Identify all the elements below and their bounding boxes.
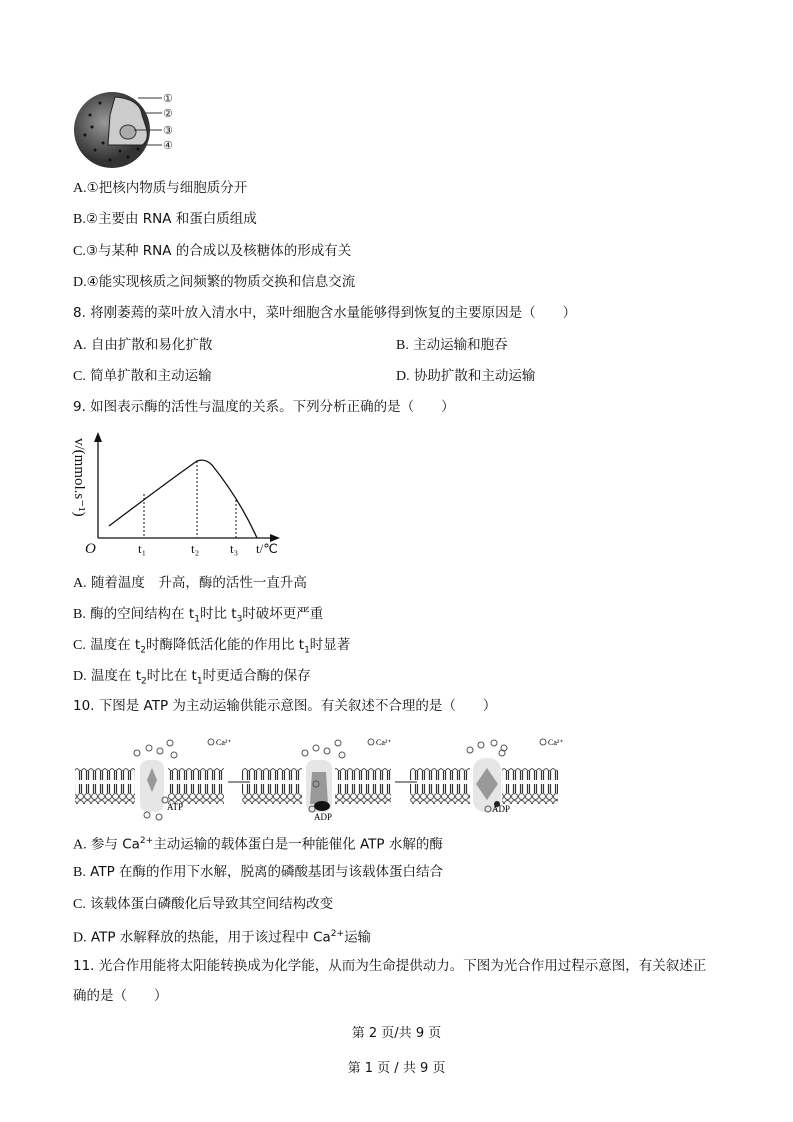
q9-stem: 9. 如图表示酶的活性与温度的关系。下列分析正确的是（ ） xyxy=(73,399,455,415)
origin-label: O xyxy=(85,541,96,557)
adp-label-2: ADP xyxy=(492,804,511,814)
q10-option-a[interactable]: A. 参与 $Ca^{2+}$主动运输的载体蛋白是一种能催化 ATP 水解的酶 xyxy=(73,836,443,853)
q8-stem: 8. 将刚萎蔫的菜叶放入清水中，菜叶细胞含水量能够得到恢复的主要原因是（ ） xyxy=(73,305,577,321)
ion-label-1: Ca²⁺ xyxy=(216,738,232,747)
q9-option-d[interactable]: D. 温度在 $t_2$时比在 $t_1$时更适合酶的保存 xyxy=(73,668,311,687)
q11-stem-line2: 确的是（ ） xyxy=(73,988,168,1004)
cell-label-2: ② xyxy=(163,108,173,120)
cell-label-3: ③ xyxy=(163,125,173,137)
activity-curve xyxy=(109,460,257,538)
panel-2 xyxy=(242,738,392,822)
q9-option-b[interactable]: B. 酶的空间结构在 $t_1$时比 $t_3$时破坏更严重 xyxy=(73,606,324,625)
atp-label: ATP xyxy=(167,802,184,812)
q7-option-b[interactable]: B.②主要由 RNA 和蛋白质组成 xyxy=(73,211,257,227)
adp-label-1: ADP xyxy=(314,812,333,822)
q8-option-d[interactable]: D. 协助扩散和主动运输 xyxy=(396,368,536,384)
q7-option-d[interactable]: D.④能实现核质之间频繁的物质交换和信息交流 xyxy=(73,274,356,290)
atp-transport-figure xyxy=(70,728,570,823)
q7-option-a[interactable]: A.①把核内物质与细胞质分开 xyxy=(73,180,248,196)
tick-t2: t₂ xyxy=(191,541,200,556)
q10-stem: 10. 下图是 ATP 为主动运输供能示意图。有关叙述不合理的是（ ） xyxy=(73,698,497,714)
q10-option-b[interactable]: B. ATP 在酶的作用下水解，脱离的磷酸基团与该载体蛋白结合 xyxy=(73,864,444,880)
q10-option-c[interactable]: C. 该载体蛋白磷酸化后导致其空间结构改变 xyxy=(73,896,334,912)
q8-option-c[interactable]: C. 简单扩散和主动运输 xyxy=(73,368,212,384)
q11-stem-line1: 11. 光合作用能将太阳能转换成为化学能，从而为生命提供动力。下图为光合作用过程示意图，有关叙述正 xyxy=(73,958,707,974)
enzyme-temperature-graph xyxy=(60,420,300,565)
y-axis-label: v/(mmol.s⁻¹) xyxy=(71,438,87,517)
inner-page-footer: 第 2 页/共 9 页 xyxy=(351,1026,442,1041)
q9-option-c[interactable]: C. 温度在 $t_2$时酶降低活化能的作用比 $t_1$时显著 xyxy=(73,637,351,656)
q7-option-c[interactable]: C.③与某种 RNA 的合成以及核糖体的形成有关 xyxy=(73,243,352,259)
q10-option-d[interactable]: D. ATP 水解释放的热能，用于该过程中 $Ca^{2+}$运输 xyxy=(73,929,372,946)
page-footer: 第 1 页 / 共 9 页 xyxy=(347,1061,446,1076)
cell-label-4: ④ xyxy=(163,140,173,152)
cell-label-1: ① xyxy=(163,93,173,105)
tick-t3: t₃ xyxy=(230,541,239,556)
q8-option-b[interactable]: B. 主动运输和胞吞 xyxy=(396,337,508,353)
tick-t1: t₁ xyxy=(138,541,147,556)
nucleus-figure xyxy=(70,85,200,175)
q8-option-a[interactable]: A. 自由扩散和易化扩散 xyxy=(73,337,213,353)
ion-label-2: Ca²⁺ xyxy=(376,738,392,747)
panel-1 xyxy=(75,738,232,820)
ion-label-3: Ca²⁺ xyxy=(548,738,564,747)
panel-3 xyxy=(410,738,564,814)
x-axis-label: t/℃ xyxy=(256,541,278,556)
y-axis-arrow xyxy=(94,432,102,442)
q9-option-a[interactable]: A. 随着温度 升高，酶的活性一直升高 xyxy=(73,575,307,591)
